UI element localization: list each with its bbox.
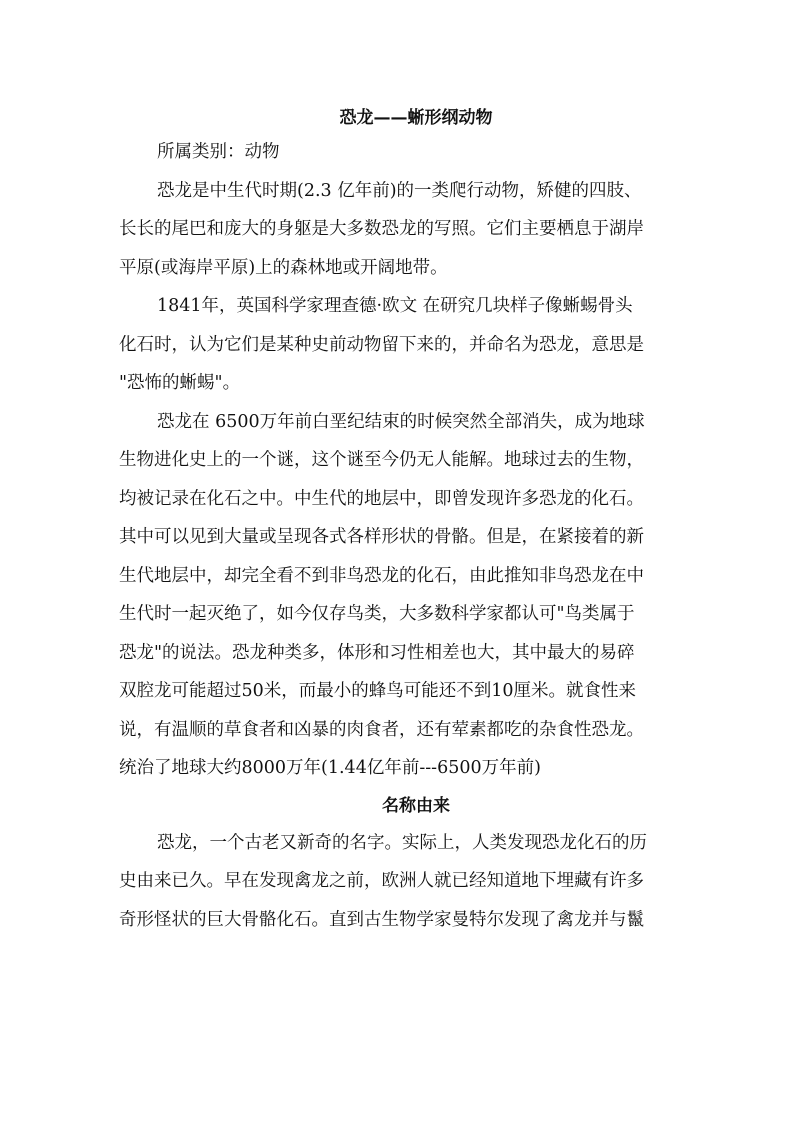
- section-heading: 名称由来: [382, 795, 450, 816]
- text-line: 生代时一起灭绝了，如今仅存鸟类，大多数科学家都认可"鸟类属于: [119, 604, 635, 624]
- text-line: 说，有温顺的草食者和凶暴的肉食者，还有荤素都吃的杂食性恐龙。: [119, 719, 644, 740]
- text-line: 平原(或海岸平原)上的森林地或开阔地带。: [119, 257, 448, 278]
- text-line: 均被记录在化石之中。中生代的地层中，即曾发现许多恐龙的化石。: [119, 488, 644, 509]
- text-line: 双腔龙可能超过50米，而最小的蜂鸟可能还不到10厘米。就食性来: [119, 681, 637, 701]
- text-line: "恐怖的蜥蜴"。: [119, 373, 241, 393]
- paragraph-intro: [119, 172, 687, 288]
- text-line: 其中可以见到大量或呈现各式各样形状的骨骼。但是，在紧接着的新: [119, 527, 644, 547]
- paragraph-extinction: [119, 403, 687, 788]
- text-line: 史由来已久。早在发现禽龙之前，欧洲人就已经知道地下埋藏有许多: [119, 871, 644, 891]
- category-line: 所属类别：动物: [157, 142, 280, 162]
- paragraph-discovery: [119, 287, 687, 403]
- text-line: 恐龙"的说法。恐龙种类多，体形和习性相差也大，其中最大的易碎: [119, 642, 635, 663]
- text-line: 生代地层中，却完全看不到非鸟恐龙的化石，由此推知非鸟恐龙在中: [119, 565, 644, 586]
- document-title: 恐龙——蜥形纲动物: [339, 108, 493, 128]
- text-line: 统治了地球大约8000万年(1.44亿年前---6500万年前): [119, 758, 541, 778]
- text-line: 奇形怪状的巨大骨骼化石。直到古生物学家曼特尔发现了禽龙并与鬣: [119, 909, 644, 930]
- text-line: 长长的尾巴和庞大的身躯是大多数恐龙的写照。它们主要栖息于湖岸: [119, 219, 644, 239]
- text-line: 恐龙在 6500万年前白垩纪结束的时候突然全部消失，成为地球: [157, 411, 645, 432]
- document-body: [119, 103, 687, 939]
- text-line: 化石时，认为它们是某种史前动物留下来的，并命名为恐龙，意思是: [119, 334, 644, 355]
- text-line: 恐龙是中生代时期(2.3 亿年前)的一类爬行动物，矫健的四肢、: [157, 180, 642, 201]
- text-line: 生物进化史上的一个谜，这个谜至今仍无人能解。地球过去的生物，: [119, 450, 644, 470]
- text-line: 恐龙，一个古老又新奇的名字。实际上，人类发现恐龙化石的历: [157, 832, 647, 853]
- text-line: 1841年，英国科学家理查德·欧文 在研究几块样子像蜥蜴骨头: [157, 296, 633, 316]
- paragraph-name-origin: [119, 824, 687, 940]
